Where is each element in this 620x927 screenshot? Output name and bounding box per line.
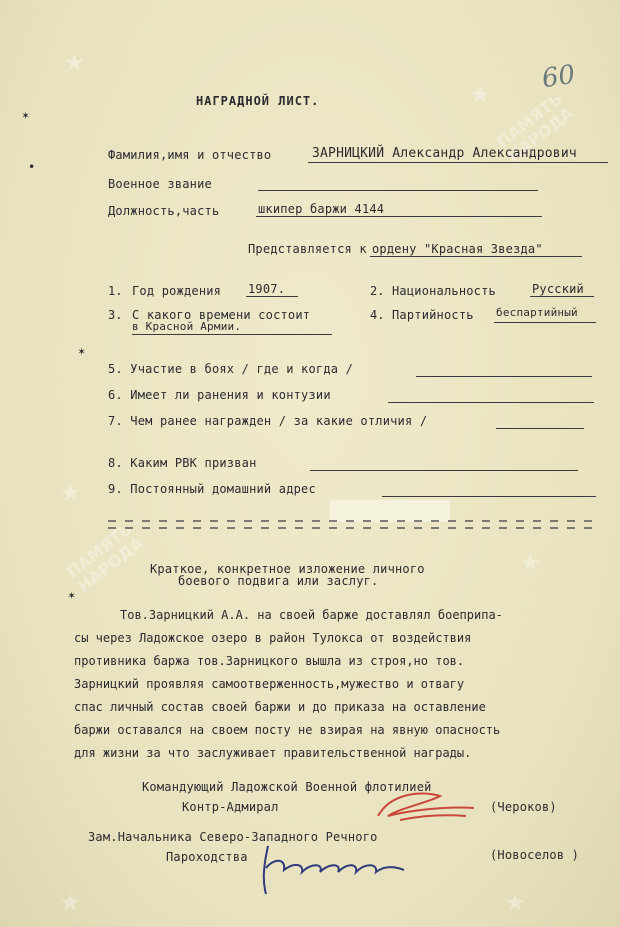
item-9-underline (382, 496, 596, 497)
item-4-number: 4. (370, 308, 385, 322)
watermark-star-icon: ★ (60, 880, 81, 920)
watermark: ПАМЯТЬ НАРОДА (493, 89, 577, 166)
item-5: 5. Участие в боях / где и когда / (108, 362, 354, 376)
watermark-star-icon: ★ (60, 470, 81, 510)
position-label: Должность,часть (108, 204, 220, 218)
item-1-number: 1. (108, 284, 123, 298)
item-3-label-line-2: в Красной Армии. (132, 320, 242, 333)
nominated-value: ордену "Красная Звезда" (372, 242, 543, 256)
item-7: 7. Чем ранее награжден / за какие отличия / (108, 414, 428, 428)
page-number: 60 (540, 59, 578, 95)
deputy-name: (Новоселов ) (490, 848, 580, 862)
name-value: ЗАРНИЦКИЙ Александр Александрович (312, 146, 577, 161)
nominated-underline (370, 256, 582, 257)
red-signature (370, 786, 480, 830)
item-1-underline (246, 296, 298, 297)
watermark-star-icon: ★ (505, 880, 526, 920)
citation-line: спас личный состав своей баржи и до приказа на оставление (74, 700, 486, 714)
blue-signature (254, 840, 414, 900)
punch-mark-icon: ✶ (78, 344, 86, 358)
item-6: 6. Имеет ли ранения и контузии (108, 388, 331, 402)
rank-underline (258, 190, 538, 191)
watermark-star-icon: ★ (64, 40, 85, 80)
watermark: ПАМЯТЬ НАРОДА (63, 519, 147, 596)
punch-mark-icon: ✶ (22, 108, 30, 122)
commander-title-line-2: Контр-Адмирал (182, 800, 279, 814)
watermark-star-icon: ★ (520, 540, 541, 580)
commander-title-line-1: Командующий Ладожской Военной флотилией (142, 780, 432, 794)
position-underline (256, 216, 542, 217)
document-title: НАГРАДНОЙ ЛИСТ. (196, 94, 320, 108)
item-2-label: Национальность (392, 284, 496, 298)
item-9: 9. Постоянный домашний адрес (108, 482, 316, 496)
citation-line: баржи оставался на своем посту не взирая на явную опасность (74, 723, 501, 737)
citation-line: сы через Ладожское озеро в район Тулокса от воздействия (74, 631, 472, 645)
position-value: шкипер баржи 4144 (258, 202, 385, 216)
citation-line: противника баржа тов.Зарницкого вышла из строя,но тов. (74, 654, 465, 668)
item-4-underline (494, 322, 596, 323)
watermark-star-icon: ★ (470, 72, 491, 112)
section-divider (108, 518, 592, 532)
item-2-underline (530, 296, 594, 297)
punch-mark-icon: ✶ (68, 588, 76, 602)
summary-heading-line-1: Краткое, конкретное изложение личного (150, 562, 425, 576)
citation-line: для жизни за что заслуживает правительственной награды. (74, 746, 472, 760)
punch-mark-icon: • (28, 160, 36, 174)
item-1-value: 1907. (248, 282, 286, 296)
name-label: Фамилия,имя и отчество (108, 148, 272, 162)
deputy-title-line-1: Зам.Начальника Северо-Западного Речного (88, 830, 378, 844)
item-1-label: Год рождения (132, 284, 222, 298)
item-3-label-line-1: С какого времени состоит (132, 308, 311, 322)
item-3-underline (132, 334, 332, 335)
item-8-underline (310, 470, 578, 471)
summary-heading-line-2: боевого подвига или заслуг. (178, 574, 379, 588)
item-6-underline (388, 402, 594, 403)
rank-label: Военное звание (108, 177, 212, 191)
item-4-label: Партийность (392, 308, 474, 322)
item-3-number: 3. (108, 308, 123, 322)
item-2-value: Русский (532, 282, 584, 296)
item-8: 8. Каким РВК призван (108, 456, 257, 470)
nominated-label: Представляется к (248, 242, 367, 256)
item-5-underline (416, 376, 592, 377)
citation-line: Тов.Зарницкий А.А. на своей барже доставлял боеприпа- (120, 608, 503, 622)
name-underline (308, 162, 608, 163)
deputy-title-line-2: Пароходства (166, 850, 248, 864)
citation-text (74, 604, 614, 765)
item-2-number: 2. (370, 284, 385, 298)
citation-line: Зарницкий проявляя самоотверженность,мужество и отвагу (74, 677, 465, 691)
item-4-value: беспартийный (496, 306, 578, 319)
commander-name: (Чероков) (490, 800, 557, 814)
item-7-underline (496, 428, 584, 429)
